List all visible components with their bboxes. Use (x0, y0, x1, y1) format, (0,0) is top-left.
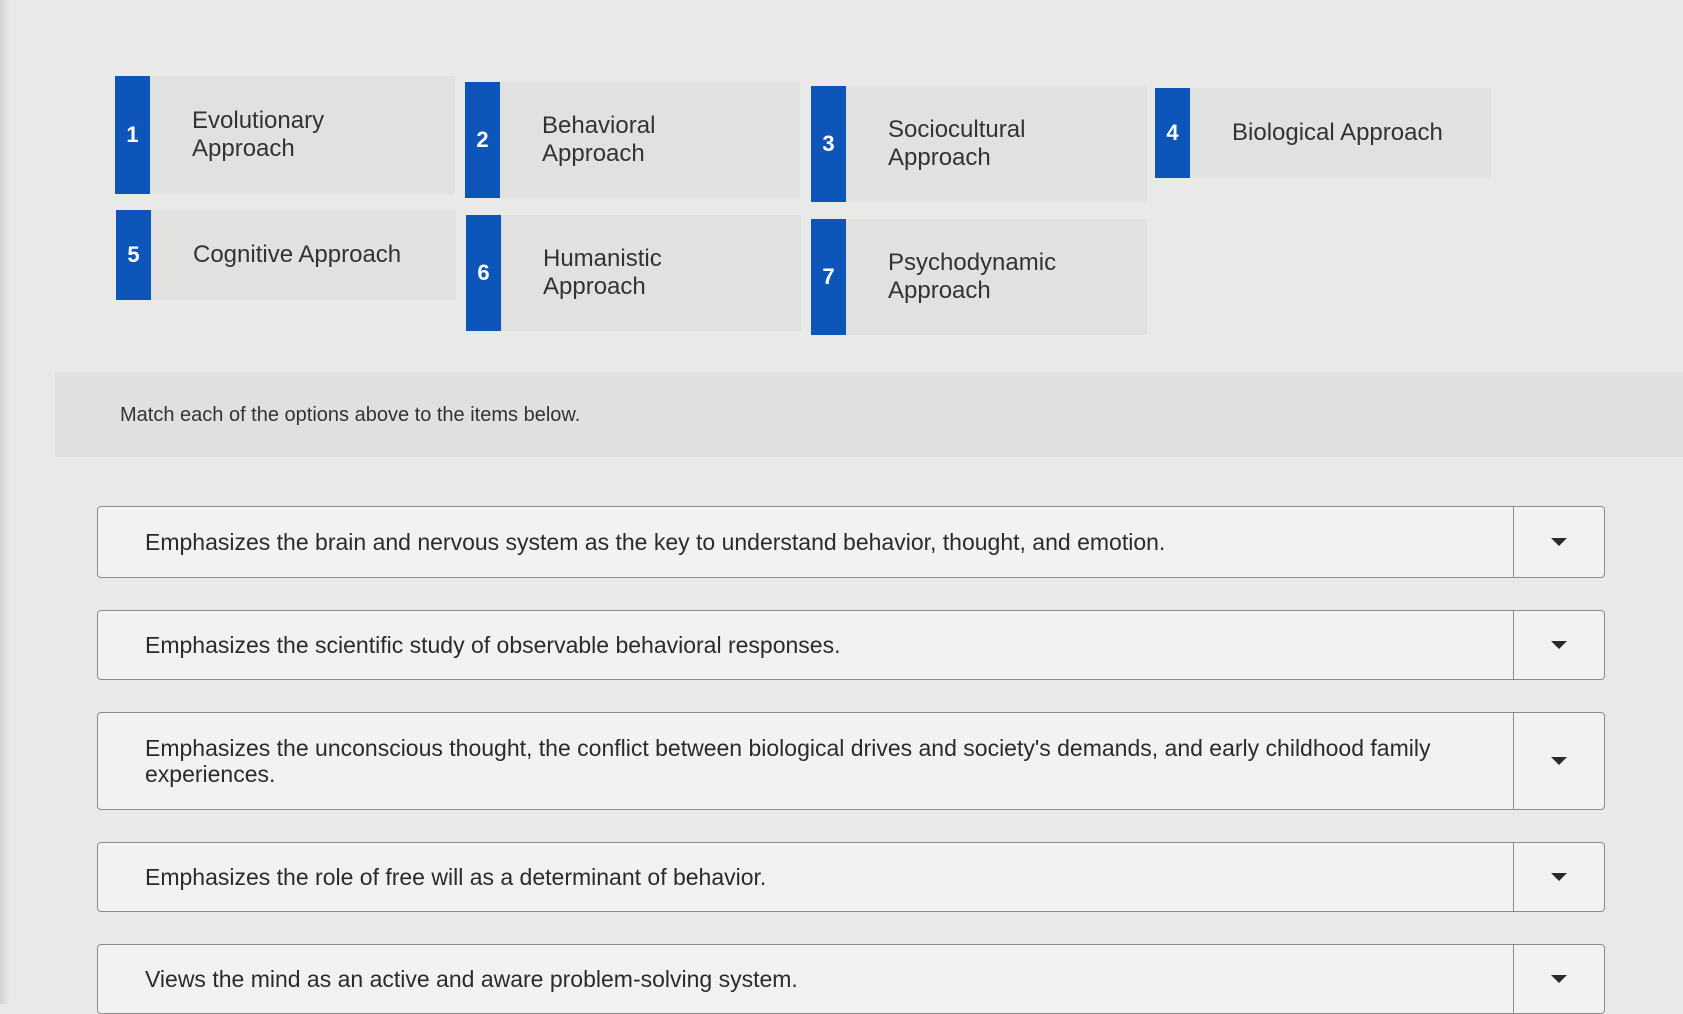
option-psychodynamic-approach[interactable] (811, 219, 1147, 335)
chevron-down-icon (1551, 641, 1567, 649)
chevron-down-icon (1551, 757, 1567, 765)
answer-dropdown[interactable] (1513, 507, 1604, 577)
instructions-text: Match each of the options above to the items below. (120, 404, 581, 426)
option-number-badge: 6 (466, 215, 501, 331)
option-label: Sociocultural Approach (888, 116, 1026, 171)
option-behavioral-approach[interactable] (465, 82, 800, 198)
option-humanistic-approach[interactable] (466, 215, 801, 331)
match-item[interactable] (97, 506, 1605, 578)
answer-dropdown[interactable] (1513, 843, 1604, 911)
match-item-text: Views the mind as an active and aware problem-solving system. (145, 966, 798, 992)
match-item[interactable] (97, 712, 1605, 810)
answer-dropdown[interactable] (1513, 611, 1604, 679)
match-item-text: Emphasizes the brain and nervous system as the key to understand behavior, thought, and emotion. (145, 529, 1166, 555)
options-area (0, 0, 1683, 360)
chevron-down-icon (1551, 975, 1567, 983)
option-evolutionary-approach[interactable] (115, 76, 455, 194)
option-number-badge: 7 (811, 219, 846, 335)
option-label: Biological Approach (1232, 119, 1443, 146)
answer-dropdown[interactable] (1513, 945, 1604, 1013)
match-item-text: Emphasizes the unconscious thought, the conflict between biological drives and society's demands, and early childhood family experiences. (145, 735, 1431, 787)
match-item-text: Emphasizes the role of free will as a determinant of behavior. (145, 864, 767, 890)
match-items-area (0, 470, 1683, 1004)
option-number-badge: 4 (1155, 88, 1190, 178)
option-biological-approach[interactable] (1155, 88, 1491, 178)
match-item-text: Emphasizes the scientific study of observable behavioral responses. (145, 632, 841, 658)
option-label: Humanistic Approach (543, 245, 662, 300)
option-sociocultural-approach[interactable] (811, 86, 1147, 202)
instructions-band (55, 372, 1683, 457)
answer-dropdown[interactable] (1513, 713, 1604, 809)
option-label: Behavioral Approach (542, 112, 656, 167)
chevron-down-icon (1551, 873, 1567, 881)
option-number-badge: 2 (465, 82, 500, 198)
option-label: Psychodynamic Approach (888, 249, 1057, 304)
match-item[interactable] (97, 842, 1605, 912)
option-cognitive-approach[interactable] (116, 210, 456, 300)
option-number-badge: 5 (116, 210, 151, 300)
chevron-down-icon (1551, 538, 1567, 546)
option-number-badge: 1 (115, 76, 150, 194)
option-label: Evolutionary Approach (192, 107, 325, 162)
option-label: Cognitive Approach (193, 241, 402, 268)
option-number-badge: 3 (811, 86, 846, 202)
match-item[interactable] (97, 610, 1605, 680)
